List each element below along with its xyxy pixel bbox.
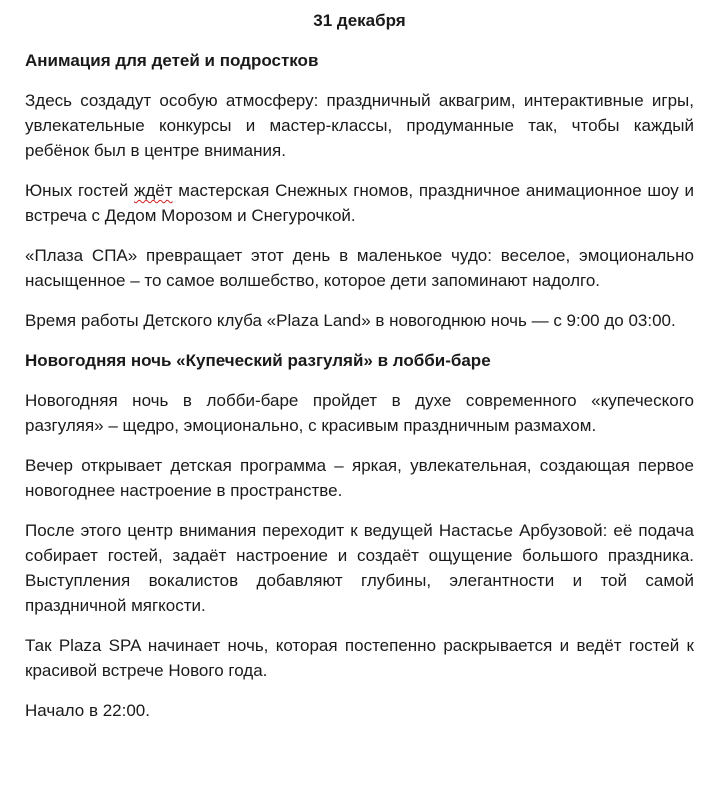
text-run: мастерская Снежных гномов, праздничное анимационное шоу и встреча с Дедом Морозом и Снегурочкой. <box>25 181 694 225</box>
section-heading-kids-animation: Анимация для детей и подростков <box>25 51 319 70</box>
night-paragraph-kids-program: Вечер открывает детская программа – яркая, увлекательная, создающая первое новогоднее настроение в пространстве. <box>25 456 694 500</box>
kids-paragraph-plaza-spa: «Плаза СПА» превращает этот день в маленькое чудо: веселое, эмоционально насыщенное – то самое волшебство, которое дети запоминают надолго. <box>25 246 694 290</box>
night-paragraph-host: После этого центр внимания переходит к ведущей Настасье Арбузовой: её подача собирает гостей, задаёт настроение и создаёт ощущение большого праздника. Выступления вокалистов добавляют глубины, элегантности и той самой праздничной мягкости. <box>25 521 694 615</box>
kids-paragraph-atmosphere: Здесь создадут особую атмосферу: праздничный аквагрим, интерактивные игры, увлекательные конкурсы и мастер-классы, продуманные так, чтобы каждый ребёнок был в центре внимания. <box>25 91 694 160</box>
kids-paragraph-gnomes <box>25 178 694 228</box>
night-paragraph-closing: Так Plaza SPA начинает ночь, которая постепенно раскрывается и ведёт гостей к красивой встрече Нового года. <box>25 636 694 680</box>
spellcheck-flagged-word[interactable]: ждёт <box>134 181 173 200</box>
document-date: 31 декабря <box>313 11 406 30</box>
section-heading-merchant-night: Новогодняя ночь «Купеческий разгуляй» в лобби-баре <box>25 351 491 370</box>
kids-paragraph-hours: Время работы Детского клуба «Plaza Land» в новогоднюю ночь — с 9:00 до 03:00. <box>25 311 676 330</box>
text-run: Юных гостей <box>25 181 135 200</box>
night-paragraph-intro: Новогодняя ночь в лобби-баре пройдет в духе современного «купеческого разгуляя» – щедро, эмоционально, с красивым праздничным размахом. <box>25 391 694 435</box>
night-paragraph-start-time: Начало в 22:00. <box>25 701 150 720</box>
